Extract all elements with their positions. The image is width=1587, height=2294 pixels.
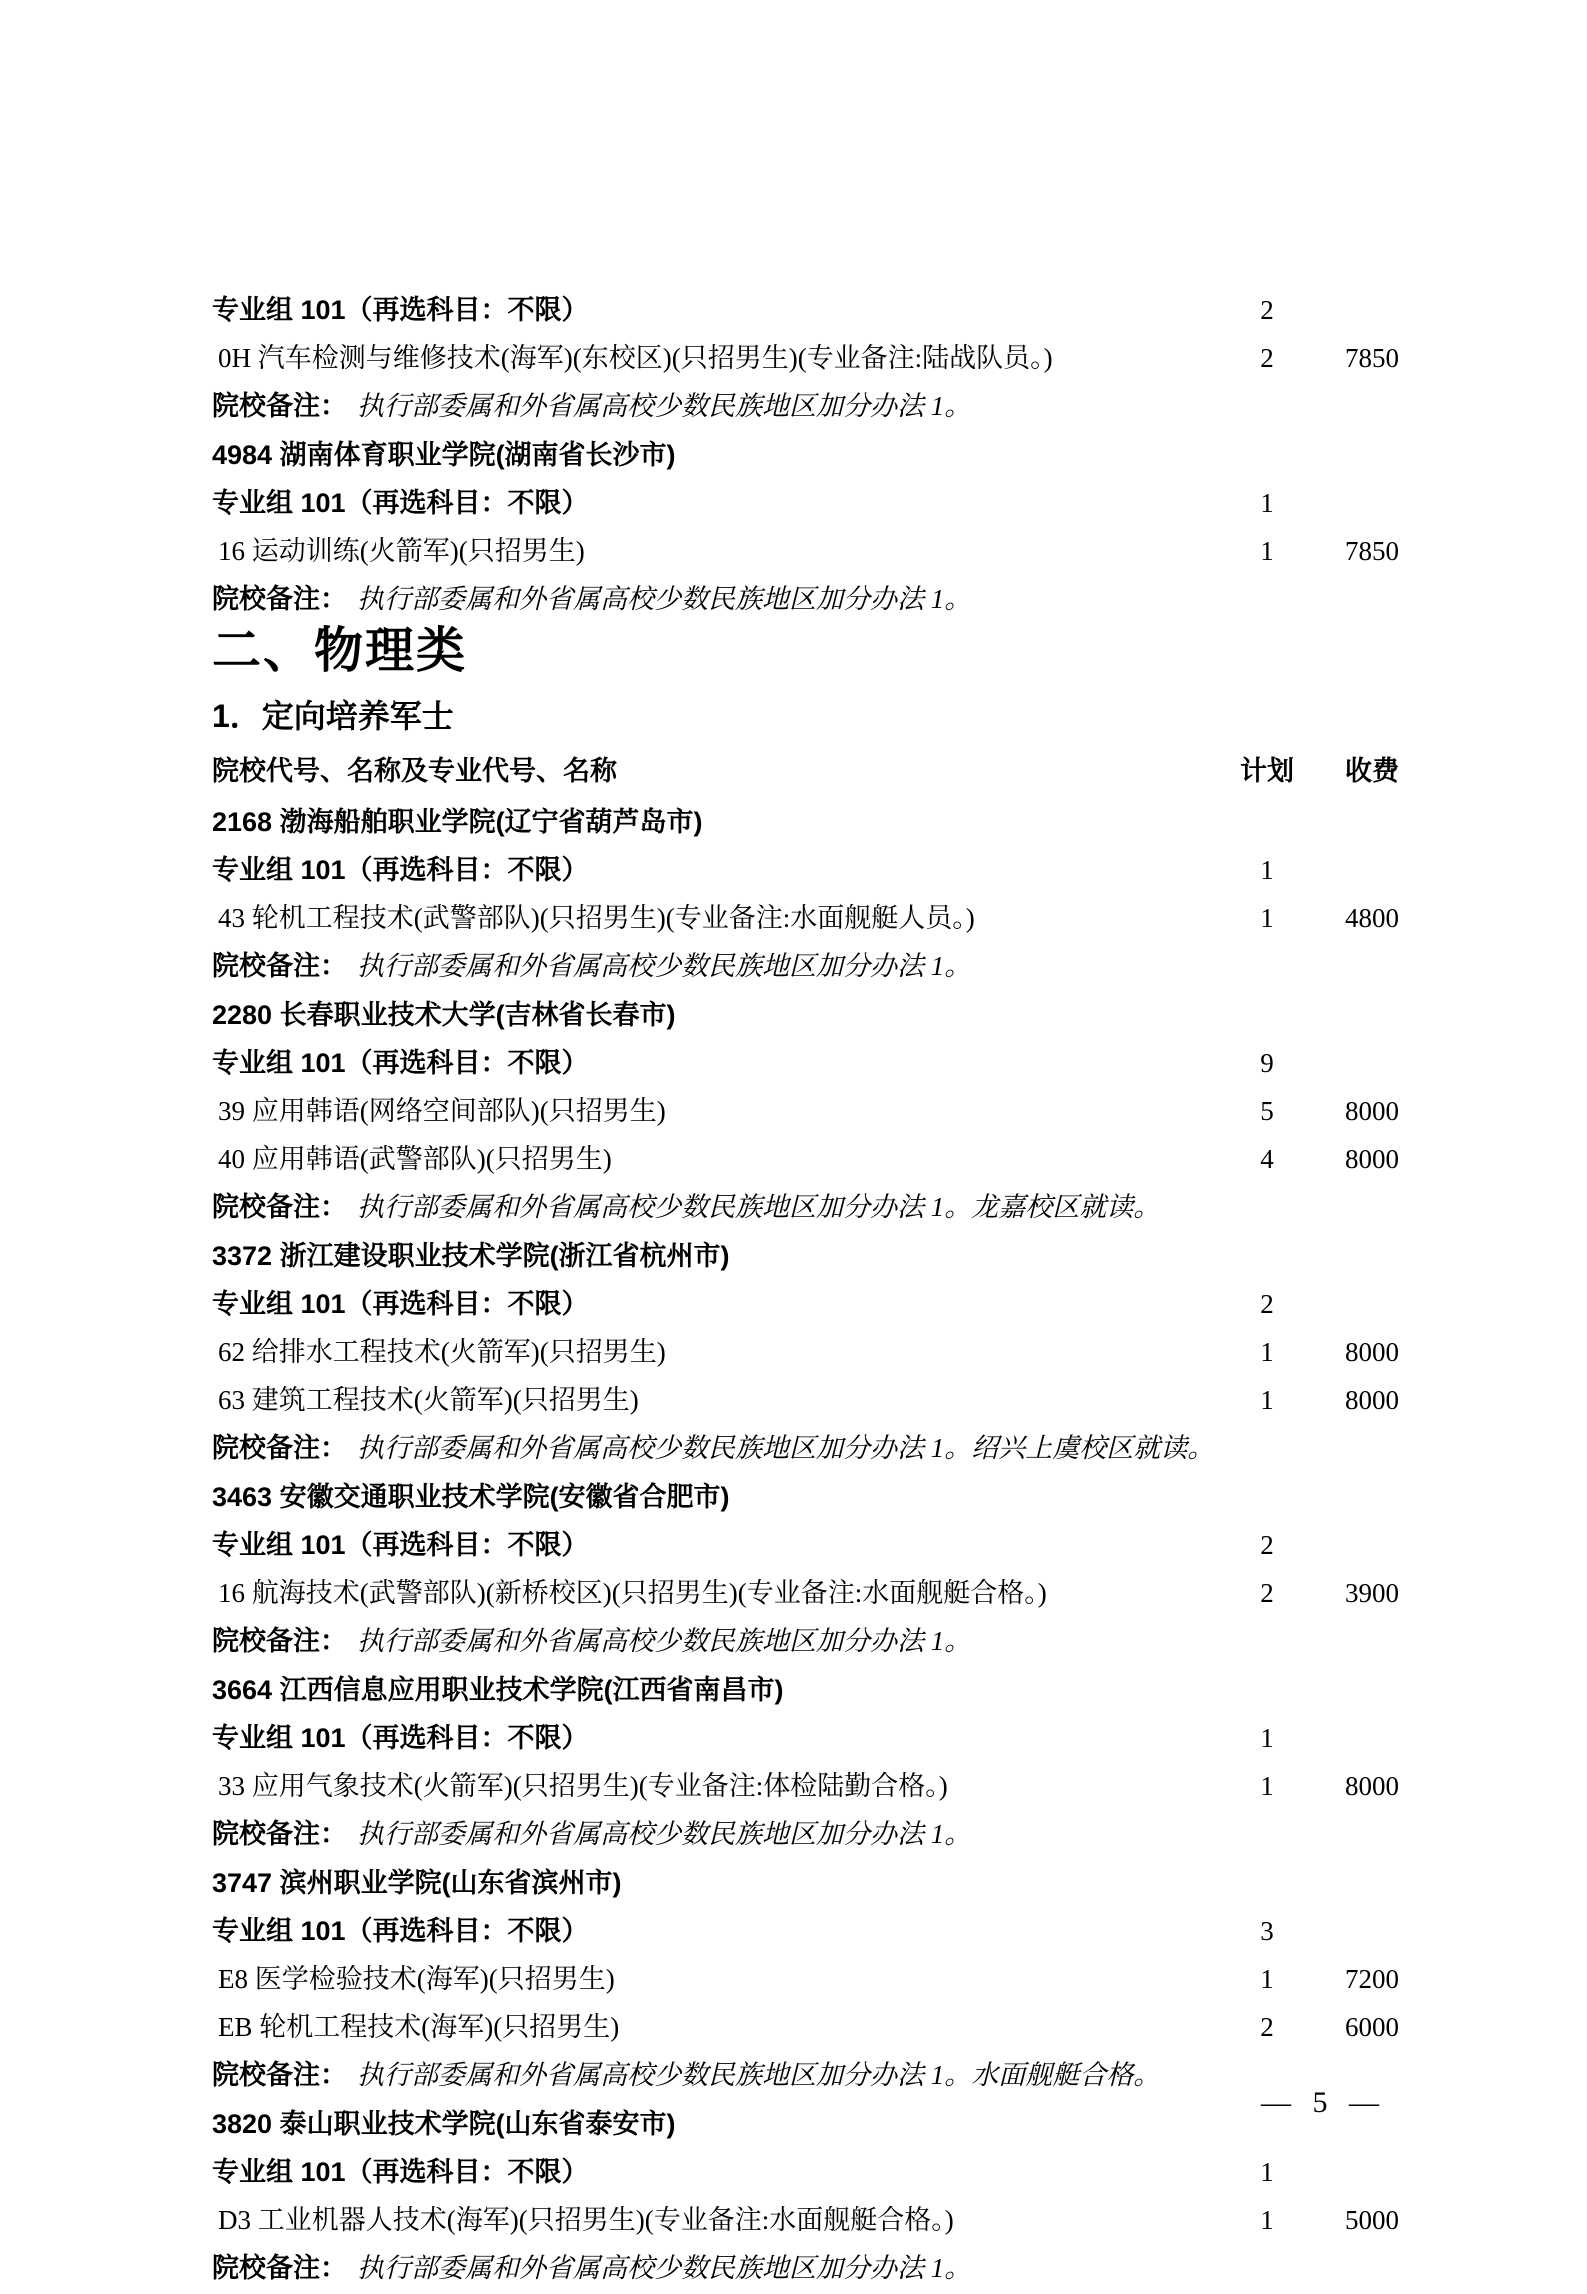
major-plan-count: 1 bbox=[1260, 903, 1274, 933]
college-name-row bbox=[212, 993, 1399, 1032]
remark-text: 执行部委属和外省属高校少数民族地区加分办法 1。 bbox=[357, 1626, 972, 1656]
major-row bbox=[212, 336, 1399, 375]
college-name: 3372 浙江建设职业技术学院(浙江省杭州市) bbox=[212, 1241, 730, 1271]
major-row bbox=[212, 1571, 1399, 1610]
group-label: 专业组 101（再选科目：不限） bbox=[212, 1916, 589, 1946]
group-row bbox=[212, 1909, 1399, 1948]
continued-college-list bbox=[212, 288, 1399, 616]
major-row bbox=[212, 896, 1399, 935]
remark-text: 执行部委属和外省属高校少数民族地区加分办法 1。绍兴上虞校区就读。 bbox=[357, 1433, 1215, 1463]
major-plan-count: 2 bbox=[1260, 1578, 1274, 1608]
major-fee: 5000 bbox=[1345, 2205, 1399, 2235]
group-plan-count: 2 bbox=[1260, 295, 1274, 325]
remark-row bbox=[212, 1185, 1399, 1224]
major-plan-count: 1 bbox=[1260, 1771, 1274, 1801]
major-fee: 8000 bbox=[1345, 1385, 1399, 1415]
group-plan-count: 1 bbox=[1260, 2157, 1274, 2187]
remark-text: 执行部委属和外省属高校少数民族地区加分办法 1。 bbox=[357, 951, 972, 981]
remark-label: 院校备注： bbox=[212, 2253, 347, 2283]
remark-label: 院校备注： bbox=[212, 1626, 347, 1656]
college-block bbox=[212, 1668, 1399, 1851]
remark-label: 院校备注： bbox=[212, 1819, 347, 1849]
college-name: 2280 长春职业技术大学(吉林省长春市) bbox=[212, 1000, 676, 1030]
major-name: 0H 汽车检测与维修技术(海军)(东校区)(只招男生)(专业备注:陆战队员。) bbox=[218, 343, 1053, 373]
college-block bbox=[212, 433, 1399, 616]
college-block bbox=[212, 2102, 1399, 2285]
table-header-row bbox=[212, 749, 1399, 788]
remark-row bbox=[212, 2246, 1399, 2285]
remark-label: 院校备注： bbox=[212, 1433, 347, 1463]
remark-text: 执行部委属和外省属高校少数民族地区加分办法 1。 bbox=[357, 2253, 972, 2283]
remark-label: 院校备注： bbox=[212, 2060, 347, 2090]
remark-label: 院校备注： bbox=[212, 391, 347, 421]
college-block bbox=[212, 1475, 1399, 1658]
major-plan-count: 1 bbox=[1260, 1964, 1274, 1994]
major-plan-count: 1 bbox=[1260, 1385, 1274, 1415]
major-row bbox=[212, 2005, 1399, 2044]
group-plan-count: 1 bbox=[1260, 855, 1274, 885]
group-plan-count: 1 bbox=[1260, 488, 1274, 518]
group-row bbox=[212, 481, 1399, 520]
group-label: 专业组 101（再选科目：不限） bbox=[212, 295, 589, 325]
major-name: 39 应用韩语(网络空间部队)(只招男生) bbox=[218, 1096, 666, 1126]
college-block bbox=[212, 800, 1399, 983]
remark-row bbox=[212, 1426, 1399, 1465]
remark-row bbox=[212, 2053, 1399, 2092]
major-name: E8 医学检验技术(海军)(只招男生) bbox=[218, 1964, 615, 1994]
section-heading: 二、物理类 bbox=[212, 624, 468, 678]
college-name-row bbox=[212, 1234, 1399, 1273]
remark-line bbox=[212, 1185, 1399, 1224]
major-plan-count: 2 bbox=[1260, 2012, 1274, 2042]
major-fee: 4800 bbox=[1345, 903, 1399, 933]
major-fee: 8000 bbox=[1345, 1337, 1399, 1367]
remark-row bbox=[212, 944, 1399, 983]
major-plan-count: 1 bbox=[1260, 2205, 1274, 2235]
remark-text: 执行部委属和外省属高校少数民族地区加分办法 1。水面舰艇合格。 bbox=[357, 2060, 1161, 2090]
college-name-row bbox=[212, 800, 1399, 839]
college-name-row bbox=[212, 2102, 1399, 2141]
college-block bbox=[212, 1861, 1399, 2092]
major-name: D3 工业机器人技术(海军)(只招男生)(专业备注:水面舰艇合格。) bbox=[218, 2205, 954, 2235]
college-name-row bbox=[212, 1668, 1399, 1707]
major-row bbox=[212, 2198, 1399, 2237]
college-name: 3463 安徽交通职业技术学院(安徽省合肥市) bbox=[212, 1482, 730, 1512]
group-row bbox=[212, 2150, 1399, 2189]
remark-line bbox=[212, 1426, 1399, 1465]
column-header-name: 院校代号、名称及专业代号、名称 bbox=[212, 756, 617, 786]
major-row bbox=[212, 1330, 1399, 1369]
page-content bbox=[212, 288, 1399, 2294]
major-fee: 7200 bbox=[1345, 1964, 1399, 1994]
group-label: 专业组 101（再选科目：不限） bbox=[212, 2157, 589, 2187]
college-name: 3747 滨州职业学院(山东省滨州市) bbox=[212, 1868, 622, 1898]
remark-line bbox=[212, 577, 1399, 616]
remark-line bbox=[212, 2053, 1399, 2092]
major-fee: 3900 bbox=[1345, 1578, 1399, 1608]
major-fee: 8000 bbox=[1345, 1144, 1399, 1174]
group-label: 专业组 101（再选科目：不限） bbox=[212, 1048, 589, 1078]
remark-text: 执行部委属和外省属高校少数民族地区加分办法 1。 bbox=[357, 391, 972, 421]
major-name: 16 航海技术(武警部队)(新桥校区)(只招男生)(专业备注:水面舰艇合格。) bbox=[218, 1578, 1047, 1608]
college-block bbox=[212, 993, 1399, 1224]
remark-label: 院校备注： bbox=[212, 951, 347, 981]
page-number: — 5 — bbox=[1261, 2086, 1379, 2119]
remark-row bbox=[212, 1619, 1399, 1658]
major-name: 62 给排水工程技术(火箭军)(只招男生) bbox=[218, 1337, 666, 1367]
group-row bbox=[212, 1716, 1399, 1755]
college-name-row bbox=[212, 1475, 1399, 1514]
column-header-fee: 收费 bbox=[1345, 756, 1399, 786]
group-plan-count: 1 bbox=[1260, 1723, 1274, 1753]
group-row bbox=[212, 1282, 1399, 1321]
remark-line bbox=[212, 944, 1399, 983]
remark-text: 执行部委属和外省属高校少数民族地区加分办法 1。龙嘉校区就读。 bbox=[357, 1192, 1161, 1222]
major-name: 16 运动训练(火箭军)(只招男生) bbox=[218, 536, 585, 566]
remark-label: 院校备注： bbox=[212, 584, 347, 614]
group-plan-count: 2 bbox=[1260, 1530, 1274, 1560]
college-name: 4984 湖南体育职业学院(湖南省长沙市) bbox=[212, 440, 676, 470]
college-list bbox=[212, 800, 1399, 2285]
group-row bbox=[212, 848, 1399, 887]
major-fee: 7850 bbox=[1345, 343, 1399, 373]
major-row bbox=[212, 1378, 1399, 1417]
college-name-row bbox=[212, 1861, 1399, 1900]
group-plan-count: 3 bbox=[1260, 1916, 1274, 1946]
remark-row bbox=[212, 577, 1399, 616]
major-row bbox=[212, 1957, 1399, 1996]
group-row bbox=[212, 288, 1399, 327]
group-plan-count: 9 bbox=[1260, 1048, 1274, 1078]
remark-line bbox=[212, 1619, 1399, 1658]
major-row bbox=[212, 1089, 1399, 1128]
college-block bbox=[212, 1234, 1399, 1465]
major-row bbox=[212, 1137, 1399, 1176]
major-plan-count: 4 bbox=[1260, 1144, 1274, 1174]
major-name: 43 轮机工程技术(武警部队)(只招男生)(专业备注:水面舰艇人员。) bbox=[218, 903, 975, 933]
group-label: 专业组 101（再选科目：不限） bbox=[212, 1723, 589, 1753]
major-plan-count: 2 bbox=[1260, 343, 1274, 373]
major-plan-count: 5 bbox=[1260, 1096, 1274, 1126]
major-row bbox=[212, 1764, 1399, 1803]
major-row bbox=[212, 529, 1399, 568]
college-name-row bbox=[212, 433, 1399, 472]
college-name: 3820 泰山职业技术学院(山东省泰安市) bbox=[212, 2109, 676, 2139]
major-plan-count: 1 bbox=[1260, 536, 1274, 566]
remark-text: 执行部委属和外省属高校少数民族地区加分办法 1。 bbox=[357, 584, 972, 614]
college-name: 2168 渤海船舶职业学院(辽宁省葫芦岛市) bbox=[212, 807, 703, 837]
remark-row bbox=[212, 1812, 1399, 1851]
group-plan-count: 2 bbox=[1260, 1289, 1274, 1319]
column-header-plan: 计划 bbox=[1240, 756, 1294, 786]
remark-label: 院校备注： bbox=[212, 1192, 347, 1222]
group-label: 专业组 101（再选科目：不限） bbox=[212, 1289, 589, 1319]
group-row bbox=[212, 1523, 1399, 1562]
major-name: EB 轮机工程技术(海军)(只招男生) bbox=[218, 2012, 620, 2042]
remark-line bbox=[212, 1812, 1399, 1851]
group-label: 专业组 101（再选科目：不限） bbox=[212, 855, 589, 885]
college-block bbox=[212, 288, 1399, 423]
major-fee: 7850 bbox=[1345, 536, 1399, 566]
college-name: 3664 江西信息应用职业技术学院(江西省南昌市) bbox=[212, 1675, 784, 1705]
remark-line bbox=[212, 384, 1399, 423]
major-name: 40 应用韩语(武警部队)(只招男生) bbox=[218, 1144, 612, 1174]
remark-row bbox=[212, 384, 1399, 423]
major-name: 63 建筑工程技术(火箭军)(只招男生) bbox=[218, 1385, 639, 1415]
group-row bbox=[212, 1041, 1399, 1080]
major-plan-count: 1 bbox=[1260, 1337, 1274, 1367]
major-name: 33 应用气象技术(火箭军)(只招男生)(专业备注:体检陆勤合格。) bbox=[218, 1771, 948, 1801]
major-fee: 8000 bbox=[1345, 1771, 1399, 1801]
major-fee: 6000 bbox=[1345, 2012, 1399, 2042]
remark-line bbox=[212, 2246, 1399, 2285]
group-label: 专业组 101（再选科目：不限） bbox=[212, 1530, 589, 1560]
major-fee: 8000 bbox=[1345, 1096, 1399, 1126]
remark-text: 执行部委属和外省属高校少数民族地区加分办法 1。 bbox=[357, 1819, 972, 1849]
group-label: 专业组 101（再选科目：不限） bbox=[212, 488, 589, 518]
subsection-heading: 1．定向培养军士 bbox=[212, 698, 454, 734]
